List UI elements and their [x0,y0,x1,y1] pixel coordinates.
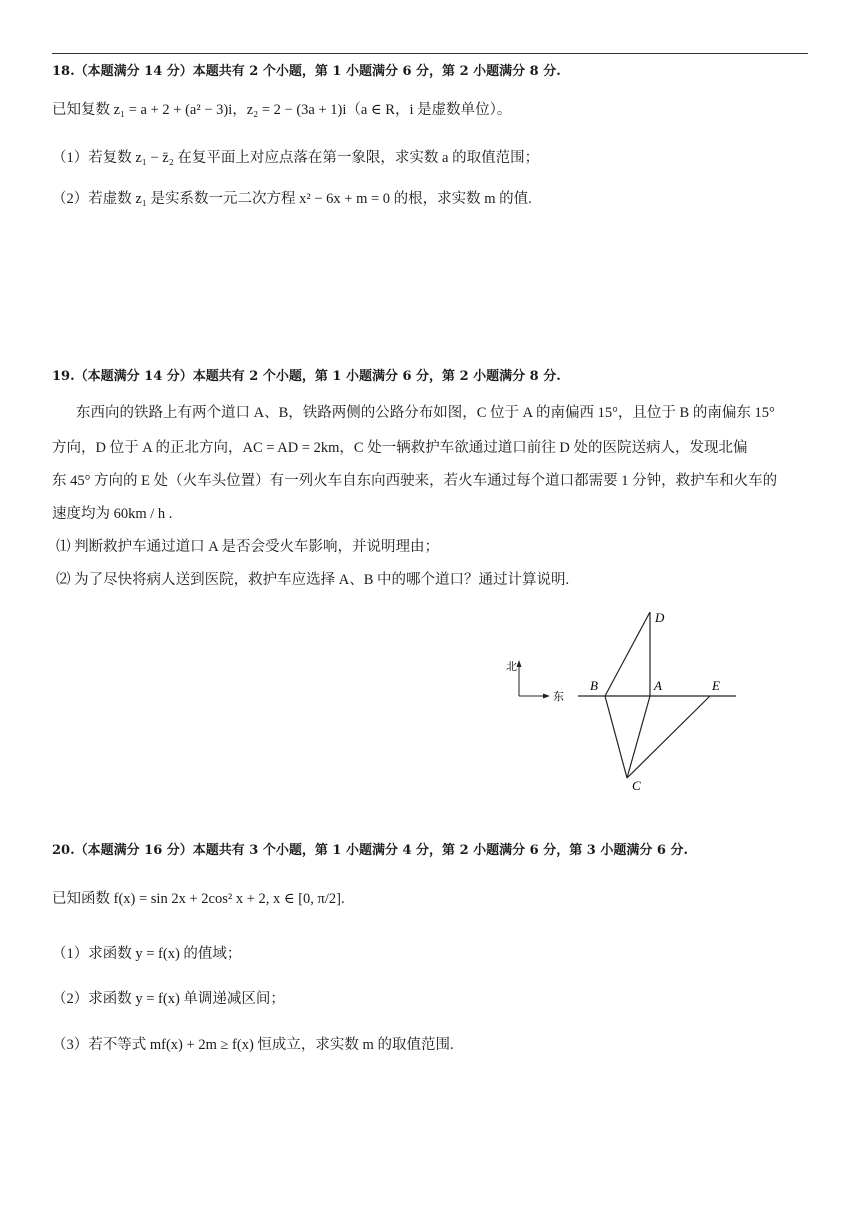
q20-part3: （3）若不等式 mf(x) + 2m ≥ f(x) 恒成立，求实数 m 的取值范围. [52,1037,454,1053]
east-arrowhead [543,694,550,699]
point-label-b: B [590,678,598,693]
q20-part1: （1）求函数 y = f(x) 的值域； [52,946,242,962]
point-label-d: D [655,610,665,625]
q19-paragraph-line2: 方向，D 位于 A 的正北方向，AC = AD = 2km，C 处一辆救护车欲通过道口前往 D 处的医院送病人，发现北偏 [52,440,748,456]
road-c-b [605,696,627,778]
q19-header: 19.（本题满分 14 分）本题共有 2 个小题，第 1 小题满分 6 分，第 2 小题满分 8 分. [52,369,561,384]
q19-paragraph-line4: 速度均为 60km / h . [52,506,173,522]
q18-part1: （1）若复数 z₁ − z̄₂ 在复平面上对应点落在第一象限，求实数 a 的取值范围； [52,150,540,166]
q18-stem: 已知复数 z₁ = a + 2 + (a² − 3)i，z₂ = 2 − (3a + 1)i（a ∈ R，i 是虚数单位）。 [52,102,512,118]
q20-stem: 已知函数 f(x) = sin 2x + 2cos² x + 2, x ∈ [0, π/2]. [52,891,345,907]
point-label-c: C [632,778,641,793]
q20-part2: （2）求函数 y = f(x) 单调递减区间； [52,991,285,1007]
point-label-a: A [654,678,662,693]
q18-part2: （2）若虚数 z₁ 是实系数一元二次方程 x² − 6x + m = 0 的根，求实数 m 的值. [52,191,532,207]
q20-header: 20.（本题满分 16 分）本题共有 3 个小题，第 1 小题满分 4 分，第 2 小题满分 6 分，第 3 小题满分 6 分. [52,843,688,858]
q18-header: 18.（本题满分 14 分）本题共有 2 个小题，第 1 小题满分 6 分，第 2 小题满分 8 分. [52,64,561,79]
line-c-e [627,696,710,778]
q19-part2: ⑵ 为了尽快将病人送到医院，救护车应选择 A、B 中的哪个道口？通过计算说明. [56,572,570,588]
road-c-a [627,696,650,778]
east-label: 东 [553,691,564,703]
q19-paragraph-line3: 东 45° 方向的 E 处（火车头位置）有一列火车自东向西驶来，若火车通过每个道口都需要 1 分钟，救护车和火车的 [52,473,778,489]
q19-part1: ⑴ 判断救护车通过道口 A 是否会受火车影响，并说明理由； [56,539,440,555]
q19-paragraph-line1: 东西向的铁路上有两个道口 A、B，铁路两侧的公路分布如图，C 位于 A 的南偏西 15°，且位于 B 的南偏东 15° [76,405,775,421]
top-rule [52,53,808,54]
north-arrowhead [517,660,522,667]
point-label-e: E [712,678,720,693]
north-label: 北 [506,661,517,673]
road-b-d [605,612,650,696]
q19-figure [500,600,750,800]
